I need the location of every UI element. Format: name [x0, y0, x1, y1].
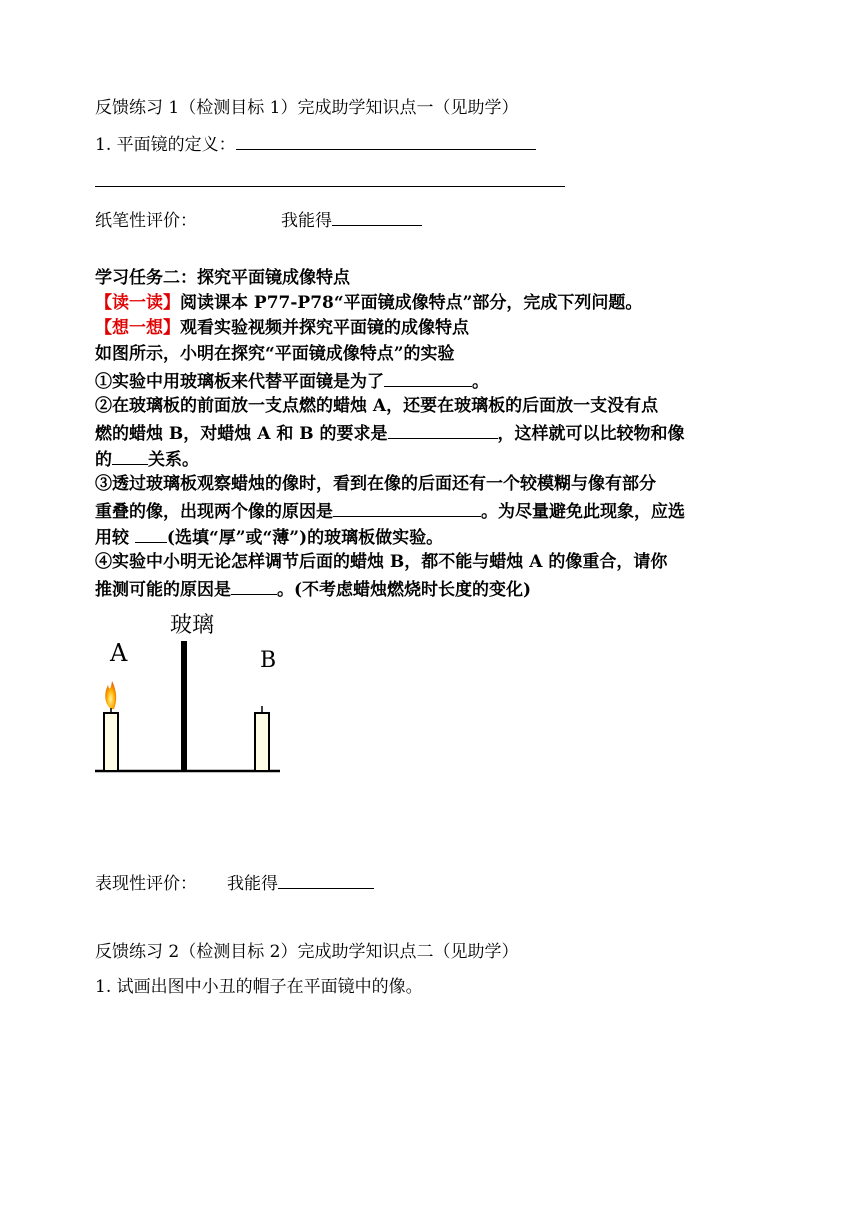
question-3-blank-reason[interactable]: [333, 498, 481, 517]
score-label-2: 我能得: [227, 874, 278, 894]
read-instruction: [95, 291, 642, 315]
question-4-text-end: 。(不考虑蜡烛燃烧时长度的变化): [277, 580, 532, 600]
feedback-heading-2: 反馈练习 2（检测目标 2）完成助学知识点二（见助学）: [95, 942, 519, 962]
question-4-blank[interactable]: [231, 576, 277, 595]
definition-question-text: 1. 平面镜的定义：: [95, 135, 236, 155]
task2-heading: 学习任务二：探究平面镜成像特点: [95, 268, 350, 288]
question-4-line-1: ④实验中小明无论怎样调节后面的蜡烛 B，都不能与蜡烛 A 的像重合，请你: [95, 552, 668, 572]
question-1: [95, 368, 489, 394]
score-blank-2[interactable]: [278, 870, 374, 889]
read-text: 阅读课本 P77-P78“平面镜成像特点”部分，完成下列问题。: [180, 293, 643, 313]
question-3-line-3: [95, 524, 443, 550]
think-instruction: [95, 316, 469, 340]
feedback-heading-1: 反馈练习 1（检测目标 1）完成助学知识点一（见助学）: [95, 98, 519, 118]
question-2-line-3: [95, 446, 199, 472]
question-3-text-3: 用较: [95, 528, 135, 548]
performance-evaluation-row: [95, 870, 374, 896]
question-4-line-2: [95, 576, 531, 602]
think-tag: 【想一想】: [95, 318, 180, 338]
definition-answer-line-2[interactable]: [95, 186, 565, 187]
paper-evaluation-label: 纸笔性评价：: [95, 211, 197, 231]
question-3-blank-thickness[interactable]: [135, 524, 167, 543]
question-3-line-2: [95, 498, 685, 524]
question-3-text-3-end: (选填“厚”或“薄”)的玻璃板做实验。: [166, 528, 444, 548]
candle-b: [255, 713, 269, 771]
definition-question: [95, 131, 536, 157]
think-text: 观看实验视频并探究平面镜的成像特点: [180, 318, 469, 338]
question-3-text: 重叠的像，出现两个像的原因是: [95, 502, 333, 522]
question-2-blank-requirement[interactable]: [388, 420, 498, 439]
candle-b-label: B: [260, 648, 277, 673]
experiment-figure: [90, 605, 290, 780]
clown-hat-question: 1. 试画出图中小丑的帽子在平面镜中的像。: [95, 977, 423, 997]
candle-a-label: A: [110, 639, 128, 667]
question-2-blank-relation[interactable]: [112, 446, 148, 465]
score-label: 我能得: [281, 211, 332, 231]
question-2-text: 燃的蜡烛 B，对蜡烛 A 和 B 的要求是: [95, 424, 388, 444]
question-1-blank[interactable]: [384, 368, 472, 387]
question-3-text-cont: 。为尽量避免此现象，应选: [481, 502, 685, 522]
question-1-end: 。: [472, 372, 489, 392]
definition-answer-blank[interactable]: [236, 131, 536, 150]
glass-plate: [181, 641, 187, 772]
read-tag: 【读一读】: [95, 293, 180, 313]
glass-label: 玻璃: [170, 613, 215, 638]
question-2-text-cont: ，这样就可以比较物和像: [497, 424, 685, 444]
candle-a-flame: [105, 681, 116, 709]
question-2-text-3-end: 关系。: [148, 450, 199, 470]
question-4-text: 推测可能的原因是: [95, 580, 231, 600]
performance-evaluation-label: 表现性评价：: [95, 874, 197, 894]
question-1-text: ①实验中用玻璃板来代替平面镜是为了: [95, 372, 384, 392]
score-blank[interactable]: [332, 207, 422, 226]
question-3-line-1: ③透过玻璃板观察蜡烛的像时，看到在像的后面还有一个较模糊与像有部分: [95, 474, 656, 494]
question-2-line-1: ②在玻璃板的前面放一支点燃的蜡烛 A，还要在玻璃板的后面放一支没有点: [95, 396, 659, 416]
experiment-intro: 如图所示，小明在探究“平面镜成像特点”的实验: [95, 344, 455, 364]
question-2-text-3: 的: [95, 450, 112, 470]
paper-evaluation-row: [95, 207, 422, 233]
candle-a: [104, 713, 118, 771]
question-2-line-2: [95, 420, 685, 446]
